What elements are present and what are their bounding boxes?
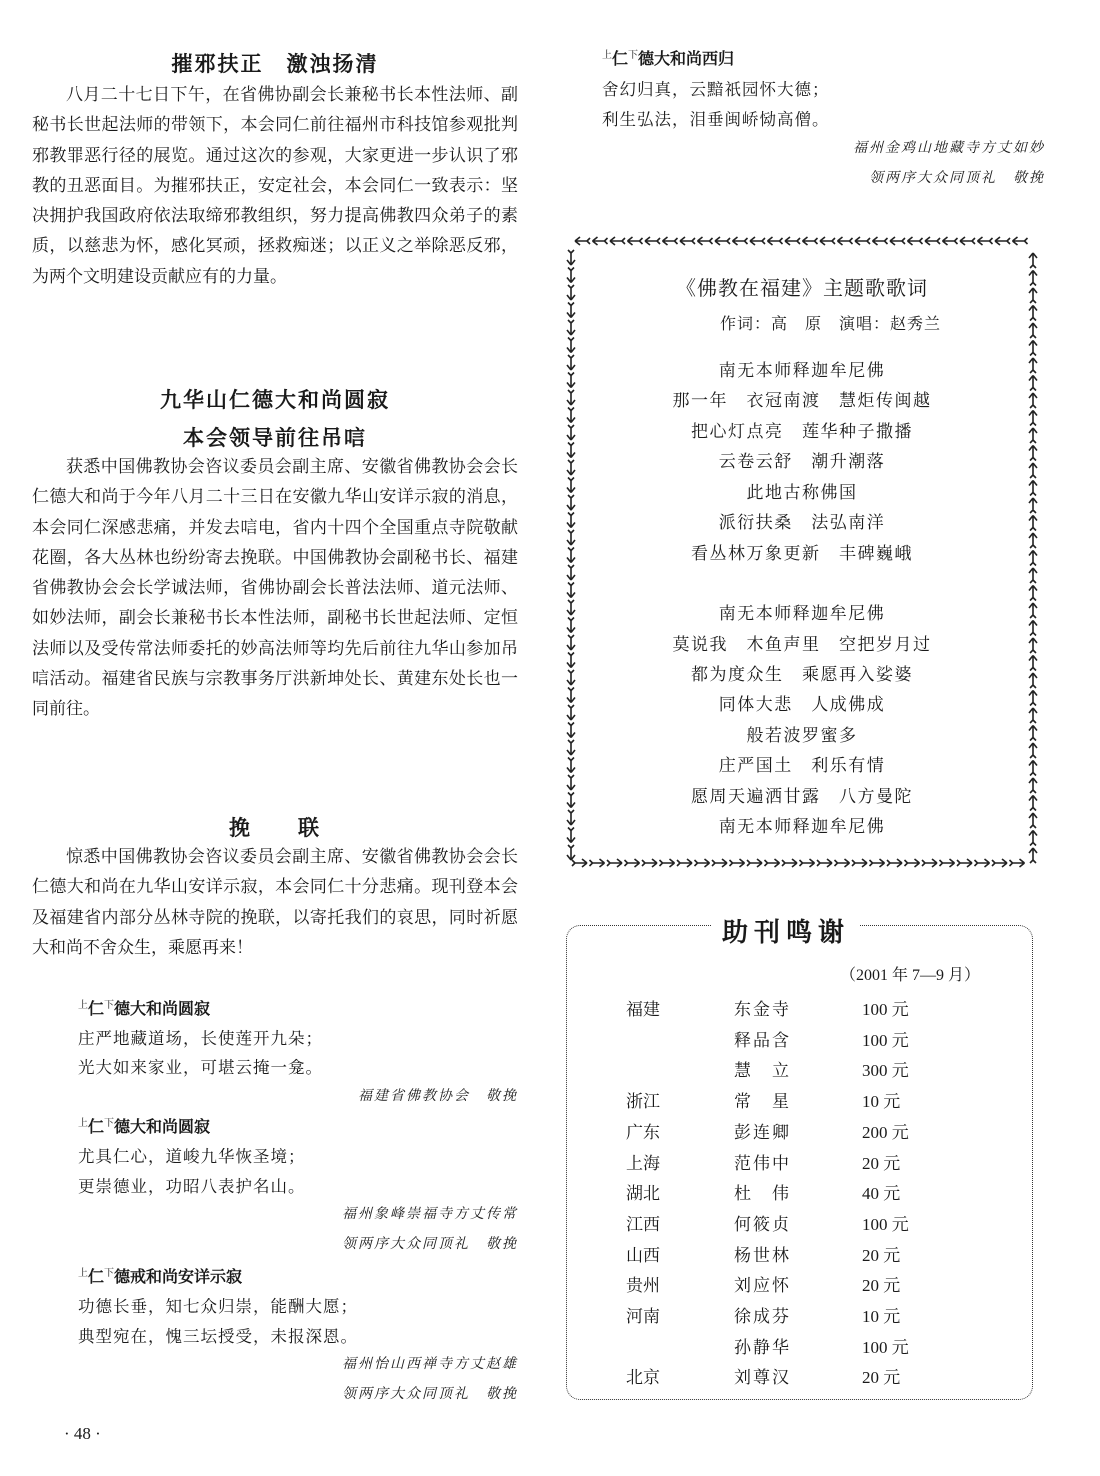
donation-row — [566, 995, 1033, 1025]
arrow-icon — [642, 859, 657, 867]
elegy-title-right: $^上$仁$^下$德大和尚西归 — [602, 49, 735, 68]
donation-province: 福建 — [626, 1000, 660, 1020]
elegy-title-1: $^上$仁$^下$德大和尚圆寂 — [78, 999, 211, 1018]
arrow-icon — [890, 237, 905, 245]
donation-row — [566, 1363, 1033, 1393]
arrow-icon — [1029, 253, 1037, 268]
donation-amount: 200 元 — [862, 1122, 909, 1142]
arrow-icon — [992, 859, 1007, 867]
arrow-icon — [567, 583, 575, 598]
arrow-icon — [730, 859, 745, 867]
arrow-icon — [1013, 237, 1028, 245]
lyric-line: 那一年 衣冠南渡 慧炬传闽越 — [672, 391, 932, 411]
arrow-icon — [567, 303, 575, 318]
donation-donor: 孙静华 — [734, 1337, 791, 1358]
donation-province: 山西 — [626, 1245, 660, 1266]
arrow-icon — [873, 237, 888, 245]
arrow-icon — [908, 237, 923, 245]
article-title-jiuhua-line2: 本会领导前往吊唁 — [183, 426, 367, 450]
arrow-icon — [960, 237, 975, 245]
donation-province: 江西 — [626, 1214, 660, 1235]
elegy-3-signature-1: 福州怡山西禅寺方丈赵雄 — [342, 1356, 518, 1372]
arrow-icon — [567, 565, 575, 580]
arrow-icon — [567, 320, 575, 335]
donation-amount: 20 元 — [862, 1368, 901, 1388]
arrow-icon — [590, 859, 605, 867]
arrow-icon — [695, 859, 710, 867]
elegy-3-line-1: 功德长垂，知七众归崇，能酬大愿； — [78, 1297, 358, 1316]
arrow-icon — [887, 859, 902, 867]
lyric-line: 南无本师释迦牟尼佛 — [718, 817, 886, 837]
article-body-elegiac-couplets: 惊悉中国佛教协会咨议委员会副主席、安徽省佛教协会会长仁德大和尚在九华山安详示寂，本会同仁十分悲痛。现刊登本会及福建省内部分丛林寺院的挽联，以寄托我们的哀思，同时祈愿大和尚不舍众生，乘愿再来！ — [32, 847, 518, 958]
lyric-line: 看丛林万象更新 丰碑巍峨 — [691, 544, 913, 564]
arrow-icon — [782, 859, 797, 867]
lyric-line: 莫说我 木鱼声里 空把岁月过 — [672, 635, 932, 655]
elegy-title-2: $^上$仁$^下$德大和尚圆寂 — [78, 1117, 211, 1136]
elegy-2-line-1: 尤具仁心，道峻九华恢圣境； — [78, 1147, 306, 1166]
article-title-elegiac-couplets: 挽 联 — [229, 816, 321, 840]
lyric-line: 南无本师释迦牟尼佛 — [718, 604, 886, 624]
elegy-right-line-1: 舍幻归真，云黯祇园怀大德； — [602, 80, 830, 99]
donation-amount: 100 元 — [862, 1000, 909, 1019]
elegy-2-line-2: 更崇德业，功昭八表护名山。 — [78, 1177, 306, 1196]
lyric-line: 派衍扶桑 法弘南洋 — [718, 513, 886, 533]
arrow-icon — [817, 859, 832, 867]
arrow-icon — [628, 237, 643, 245]
arrow-icon — [575, 237, 590, 245]
arrow-icon — [820, 237, 835, 245]
arrow-icon — [1029, 306, 1037, 321]
lyric-line: 都为度众生 乘愿再入娑婆 — [691, 665, 913, 685]
donation-amount: 300 元 — [862, 1061, 909, 1081]
donation-donor: 刘应怀 — [734, 1276, 791, 1297]
elegy-3-line-2: 典型宛在，愧三坛授受，未报深恩。 — [78, 1327, 358, 1346]
donation-province: 湖北 — [626, 1184, 660, 1205]
donation-donor: 杨世林 — [734, 1245, 791, 1266]
donation-row — [566, 1271, 1033, 1301]
arrow-icon — [567, 250, 575, 265]
arrow-icon — [712, 859, 727, 867]
donation-amount: 100 元 — [862, 1337, 909, 1357]
arrow-icon — [593, 237, 608, 245]
arrow-icon — [567, 338, 575, 353]
donation-row — [566, 1056, 1033, 1086]
arrow-icon — [610, 237, 625, 245]
donation-donor: 刘尊汉 — [734, 1368, 791, 1389]
donation-donor: 彭连卿 — [734, 1122, 791, 1143]
arrow-icon — [680, 237, 695, 245]
arrow-icon — [1029, 323, 1037, 338]
arrow-icon — [765, 859, 780, 867]
donation-title: 助刊鸣谢 — [712, 912, 860, 949]
donation-amount: 20 元 — [862, 1153, 901, 1173]
donation-row — [566, 1333, 1033, 1363]
elegy-1-line-2: 光大如来家业，可堪云掩一龛。 — [78, 1058, 323, 1077]
arrow-icon — [1029, 848, 1037, 863]
arrow-icon — [677, 859, 692, 867]
arrow-icon — [747, 859, 762, 867]
arrow-icon — [940, 859, 955, 867]
donation-donor: 杜 伟 — [734, 1184, 791, 1205]
arrow-icon — [733, 237, 748, 245]
donation-donor: 慧 立 — [734, 1061, 791, 1082]
donation-row — [566, 1118, 1033, 1148]
lyrics-credit: 作词：高 原 演唱：赵秀兰 — [720, 314, 942, 333]
arrow-icon — [607, 859, 622, 867]
donation-province: 河南 — [626, 1307, 660, 1327]
arrow-icon — [645, 237, 660, 245]
lyric-line: 南无本师释迦牟尼佛 — [718, 361, 886, 381]
lyric-line: 把心灯点亮 莲华种子撒播 — [691, 422, 913, 442]
arrow-icon — [572, 859, 587, 867]
arrow-icon — [1029, 341, 1037, 356]
donation-amount: 20 元 — [862, 1276, 901, 1296]
article-body-crush-heresy: 八月二十七日下午，在省佛协副会长兼秘书长本性法师、副秘书长世起法师的带领下，本会同仁前往福州市科技馆参观批判邪教罪恶行径的展览。通过这次的参观，大家更进一步认识了邪教的丑恶面目。为摧邪扶正，安定社会，本会同仁一致表示：坚决拥护我国政府依法取缔邪教组织，努力提高佛教四众弟子的素质，以慈悲为怀，感化冥顽，拯救痴迷；以正义之举除恶反邪，为两个文明建设贡献应有的力量。 — [32, 85, 518, 287]
elegy-right-line-2: 利生弘法，泪垂闽峤恸高僧。 — [602, 110, 830, 129]
arrow-icon — [995, 237, 1010, 245]
lyric-line: 般若波罗蜜多 — [746, 726, 858, 746]
donation-donor: 徐成芬 — [734, 1307, 791, 1327]
donation-donor: 范伟中 — [734, 1153, 791, 1174]
donation-province: 广东 — [626, 1122, 660, 1143]
arrow-icon — [957, 859, 972, 867]
donation-amount: 10 元 — [862, 1307, 901, 1326]
donation-province: 北京 — [626, 1368, 660, 1389]
elegy-2-signature-1: 福州象峰崇福寺方丈传常 — [342, 1206, 518, 1222]
arrow-icon — [768, 237, 783, 245]
arrow-icon — [698, 237, 713, 245]
arrow-icon — [838, 237, 853, 245]
donation-row — [566, 1302, 1033, 1332]
arrow-icon — [905, 859, 920, 867]
article-title-crush-heresy: 摧邪扶正 激浊扬清 — [171, 52, 379, 76]
donation-period: （2001 年 7—9 月） — [840, 967, 981, 984]
donation-row — [566, 1149, 1033, 1179]
donation-row — [566, 1179, 1033, 1209]
arrow-icon — [925, 237, 940, 245]
lyric-line: 同体大悲 人成佛成 — [718, 695, 886, 715]
elegy-right-signature-1: 福州金鸡山地藏寺方丈如妙 — [853, 140, 1045, 156]
lyric-line: 愿周天遍洒甘露 八方曼陀 — [691, 787, 913, 807]
arrow-icon — [1010, 859, 1025, 867]
donation-province: 浙江 — [626, 1092, 660, 1113]
donation-row — [566, 1210, 1033, 1240]
donation-row — [566, 1087, 1033, 1117]
donation-row — [566, 1241, 1033, 1271]
donation-donor: 常 星 — [734, 1092, 791, 1113]
lyric-line: 庄严国土 利乐有情 — [718, 756, 886, 776]
arrow-icon — [785, 237, 800, 245]
lyrics-title: 《佛教在福建》主题歌歌词 — [676, 276, 928, 300]
donation-amount: 20 元 — [862, 1245, 901, 1265]
elegy-1-signature: 福建省佛教协会 敬挽 — [358, 1088, 518, 1104]
donation-donor: 何筱贞 — [734, 1214, 791, 1235]
elegy-2-signature-2: 领两序大众同顶礼 敬挽 — [342, 1236, 518, 1252]
donation-province: 贵州 — [626, 1276, 660, 1297]
donation-row — [566, 1026, 1033, 1056]
arrow-icon — [852, 859, 867, 867]
page-number: · 48 · — [64, 1424, 101, 1443]
donation-donor: 释品含 — [734, 1030, 791, 1051]
elegy-right-signature-2: 领两序大众同顶礼 敬挽 — [869, 170, 1045, 186]
article-title-jiuhua-line1: 九华山仁德大和尚圆寂 — [160, 388, 390, 412]
donation-donor: 东金寺 — [734, 1000, 791, 1020]
arrow-icon — [922, 859, 937, 867]
arrow-icon — [975, 859, 990, 867]
arrow-icon — [855, 237, 870, 245]
arrow-icon — [750, 237, 765, 245]
arrow-icon — [1029, 568, 1037, 583]
arrow-icon — [835, 859, 850, 867]
arrow-icon — [943, 237, 958, 245]
arrow-icon — [625, 859, 640, 867]
arrow-icon — [567, 845, 575, 860]
donation-amount: 100 元 — [862, 1214, 909, 1234]
donation-amount: 10 元 — [862, 1092, 901, 1112]
article-body-jiuhua: 获悉中国佛教协会咨议委员会副主席、安徽省佛教协会会长仁德大和尚于今年八月二十三日在安徽九华山安详示寂的消息，本会同仁深感悲痛，并发去唁电，省内十四个全国重点寺院敬献花圈，各大丛林也纷纷寄去挽联。中国佛教协会副秘书长、福建省佛教协会会长学诚法师，省佛协副会长普法法师、道元法师、如妙法师，副会长兼秘书长本性法师，副秘书长世起法师、定恒法师以及受传常法师委托的妙高法师等均先后前往九华山参加吊唁活动。福建省民族与宗教事务厅洪新坤处长、黄建东处长也一同前往。 — [32, 457, 518, 720]
arrow-icon — [803, 237, 818, 245]
arrow-icon — [870, 859, 885, 867]
donation-province: 上海 — [626, 1153, 660, 1174]
elegy-title-3: $^上$仁$^下$德戒和尚安详示寂 — [78, 1267, 243, 1286]
lyric-line: 此地古称佛国 — [746, 483, 858, 503]
arrow-icon — [660, 859, 675, 867]
elegy-3-signature-2: 领两序大众同顶礼 敬挽 — [342, 1386, 518, 1402]
arrow-icon — [978, 237, 993, 245]
donation-amount: 100 元 — [862, 1030, 909, 1050]
arrow-icon — [800, 859, 815, 867]
elegy-1-line-1: 庄严地藏道场，长使莲开九朵； — [78, 1029, 323, 1048]
donation-amount: 40 元 — [862, 1184, 901, 1204]
arrow-icon — [663, 237, 678, 245]
arrow-icon — [715, 237, 730, 245]
lyric-line: 云卷云舒 潮升潮落 — [718, 452, 886, 472]
